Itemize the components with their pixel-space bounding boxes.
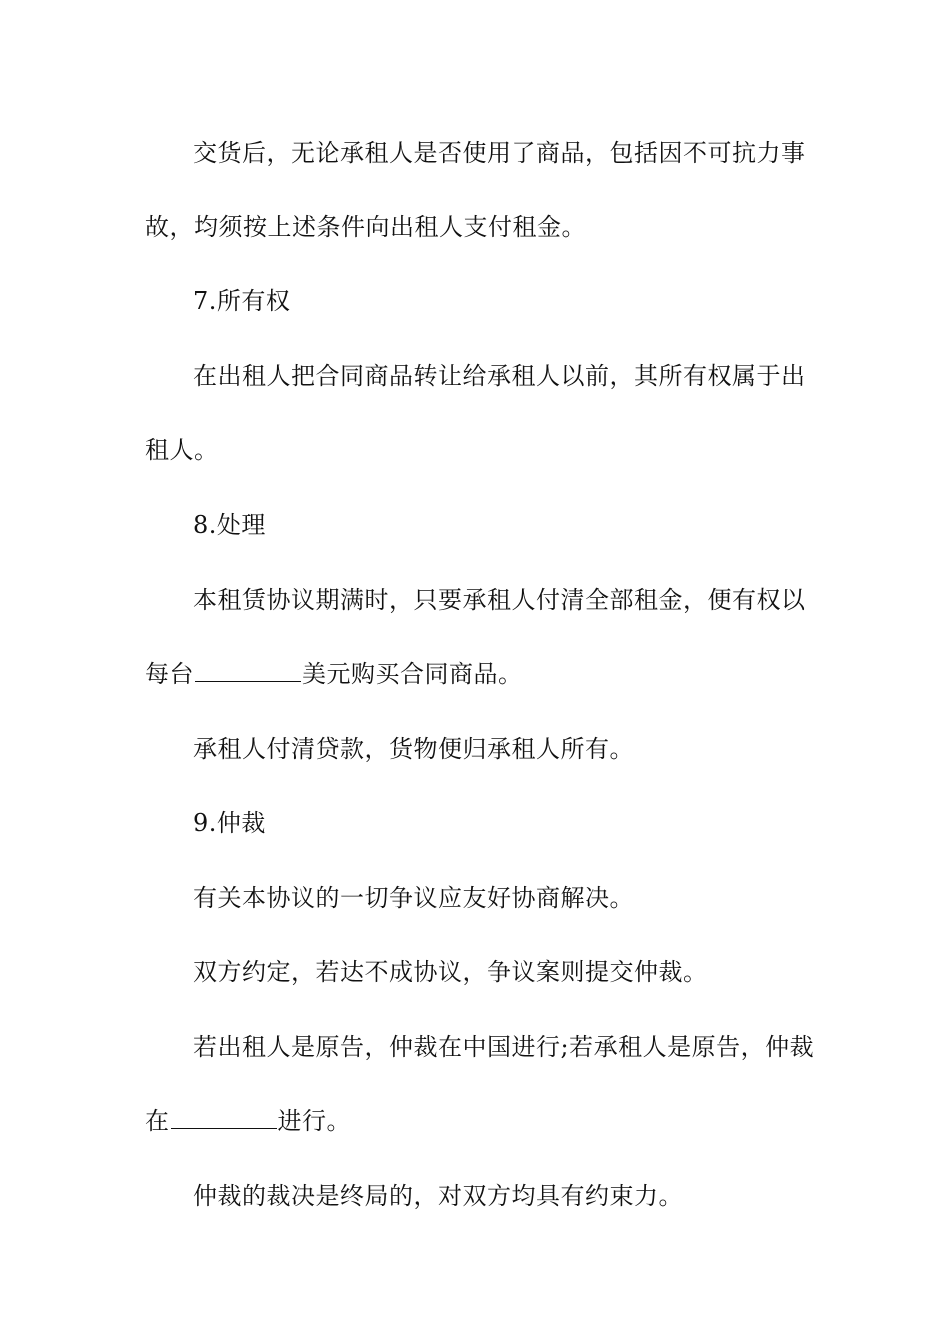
fill-in-blank-price xyxy=(195,655,301,682)
section-heading-arbitration: 9.仲裁 xyxy=(193,809,266,837)
paragraph-line: 承租人付清贷款，货物便归承租人所有。 xyxy=(193,735,634,763)
paragraph-line: 仲裁的裁决是终局的，对双方均具有约束力。 xyxy=(193,1182,683,1210)
paragraph-line: 有关本协议的一切争议应友好协商解决。 xyxy=(193,884,634,912)
fill-in-blank-location xyxy=(171,1102,277,1129)
paragraph-line-with-blank xyxy=(145,654,815,694)
line-text-after: 美元购买合同商品。 xyxy=(302,660,523,688)
line-text-before: 在 xyxy=(145,1107,170,1135)
line-text-before: 每台 xyxy=(145,660,194,688)
paragraph-line-with-blank xyxy=(145,1101,815,1141)
section-heading-ownership: 7.所有权 xyxy=(193,287,291,315)
section-heading-disposal: 8.处理 xyxy=(193,511,266,539)
paragraph-line: 本租赁协议期满时，只要承租人付清全部租金，便有权以 xyxy=(193,586,806,614)
paragraph-line: 在出租人把合同商品转让给承租人以前，其所有权属于出 xyxy=(193,362,806,390)
paragraph-line: 交货后，无论承租人是否使用了商品，包括因不可抗力事 xyxy=(193,139,806,167)
paragraph-line: 双方约定，若达不成协议，争议案则提交仲裁。 xyxy=(193,958,708,986)
paragraph-line: 若出租人是原告，仲裁在中国进行;若承租人是原告，仲裁 xyxy=(193,1033,815,1061)
paragraph-line: 租人。 xyxy=(145,436,219,464)
paragraph-line: 故，均须按上述条件向出租人支付租金。 xyxy=(145,213,586,241)
line-text-after: 进行。 xyxy=(277,1107,351,1135)
